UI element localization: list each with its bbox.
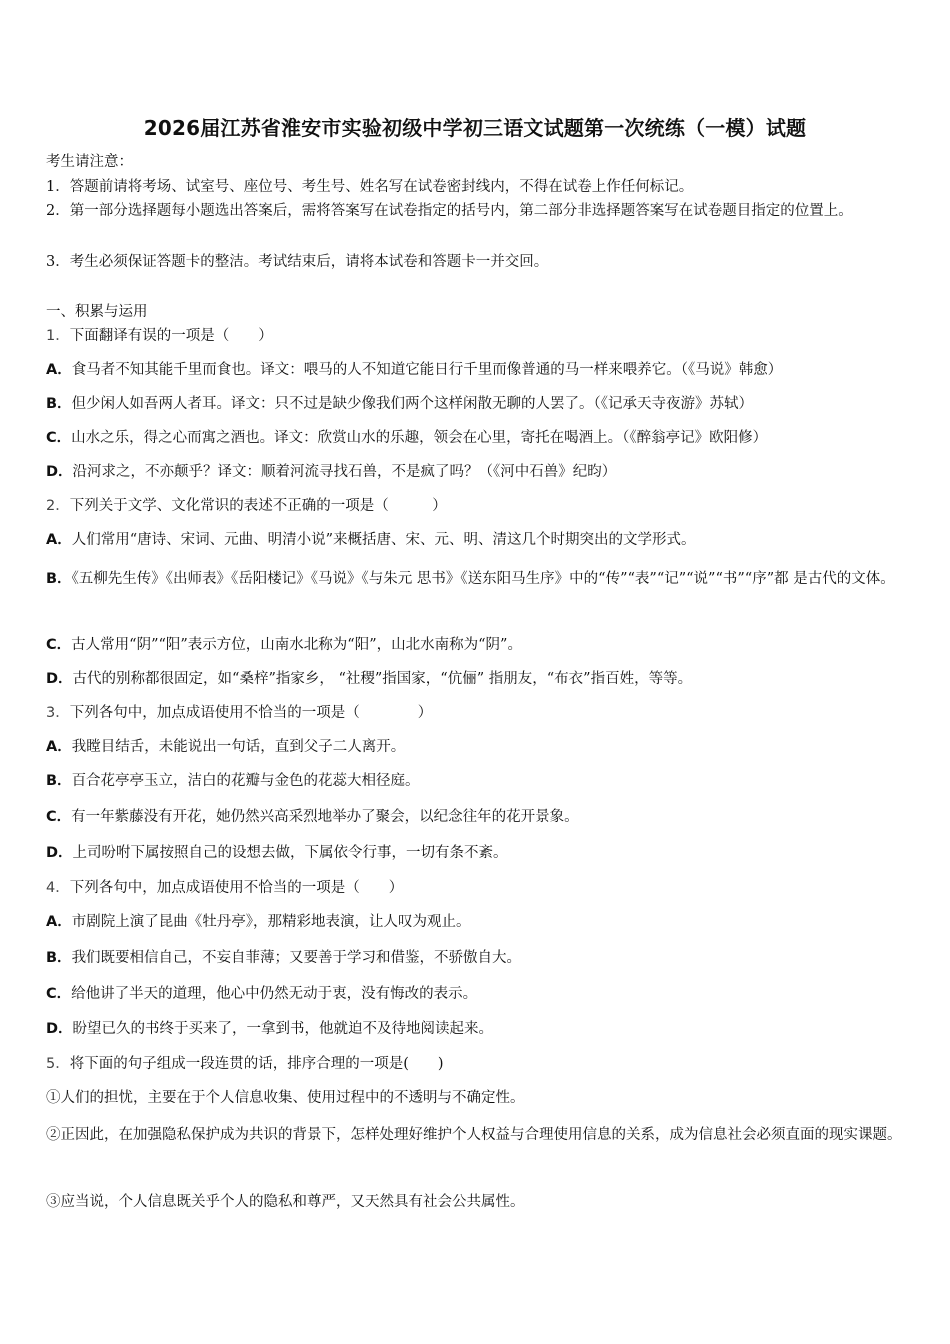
option-label: B． bbox=[46, 396, 72, 412]
question-number: 3． bbox=[46, 705, 70, 721]
option-label: A． bbox=[46, 362, 72, 378]
q3-option-b bbox=[46, 771, 910, 791]
q2-option-c bbox=[46, 635, 910, 655]
q1-option-b bbox=[46, 394, 910, 414]
option-text: 盼望已久的书终于买来了，一拿到书，他就迫不及待地阅读起来。 bbox=[72, 1021, 494, 1037]
option-label: B． bbox=[46, 950, 72, 966]
q4-option-b bbox=[46, 948, 910, 968]
option-label: C． bbox=[46, 986, 72, 1002]
option-label: B． bbox=[46, 773, 72, 789]
option-label: D． bbox=[46, 464, 73, 480]
option-label: A． bbox=[46, 532, 72, 548]
q2-option-b bbox=[46, 561, 910, 598]
question-stem: 下列各句中，加点成语使用不恰当的一项是（ ） bbox=[69, 705, 433, 721]
option-text: 沿河求之，不亦颠乎？译文：顺着河流寻找石兽，不是疯了吗？（《河中石兽》纪昀） bbox=[72, 464, 617, 480]
question-stem: 下面翻译有误的一项是（ ） bbox=[69, 328, 273, 344]
notice-item-2: 2．第一部分选择题每小题选出答案后，需将答案写在试卷指定的括号内，第二部分非选择题答案写在试卷题目指定的位置上。 bbox=[46, 203, 853, 219]
option-label: C． bbox=[46, 637, 72, 653]
option-text: 上司吩咐下属按照自己的设想去做，下属依令行事，一切有条不紊。 bbox=[72, 845, 508, 861]
option-label: A． bbox=[46, 914, 72, 930]
option-text: 有一年紫藤没有开花，她仍然兴高采烈地举办了聚会，以纪念往年的花开景象。 bbox=[71, 809, 579, 825]
option-text: 但少闲人如吾两人者耳。译文：只不过是缺少像我们两个这样闲散无聊的人罢了。（《记承天寺夜游》苏轼） bbox=[71, 396, 754, 412]
question-stem: 下列关于文学、文化常识的表述不正确的一项是（ ） bbox=[69, 498, 447, 514]
question-stem: 将下面的句子组成一段连贯的话，排序合理的一项是( ) bbox=[69, 1056, 444, 1072]
q1-option-a bbox=[46, 360, 910, 380]
q4-option-c bbox=[46, 984, 910, 1004]
question-number: 5． bbox=[46, 1056, 70, 1072]
option-label: C． bbox=[46, 809, 72, 825]
q1-option-c bbox=[46, 428, 910, 448]
question-1 bbox=[46, 326, 910, 346]
option-text: 古人常用“阴”“阳”表示方位，山南水北称为“阳”，山北水南称为“阴”。 bbox=[71, 637, 522, 653]
question-number: 2． bbox=[46, 498, 70, 514]
notice-item-3: 3．考生必须保证答题卡的整洁。考试结束后，请将本试卷和答题卡一并交回。 bbox=[46, 254, 549, 270]
option-text: 我们既要相信自己，不妄自菲薄；又要善于学习和借鉴，不骄傲自大。 bbox=[71, 950, 522, 966]
question-stem: 下列各句中，加点成语使用不恰当的一项是（ ） bbox=[69, 880, 404, 896]
notice-heading: 考生请注意： bbox=[46, 154, 133, 170]
q4-option-a bbox=[46, 912, 910, 932]
question-2 bbox=[46, 496, 910, 516]
q2-option-d bbox=[46, 669, 910, 689]
q3-option-a bbox=[46, 737, 910, 757]
option-label: B． bbox=[46, 571, 72, 587]
option-text: 市剧院上演了昆曲《牡丹亭》，那精彩地表演，让人叹为观止。 bbox=[71, 914, 471, 930]
option-label: D． bbox=[46, 1021, 73, 1037]
question-3 bbox=[46, 703, 910, 723]
q1-option-d bbox=[46, 462, 910, 482]
q5-sentence-1: ①人们的担忧，主要在于个人信息收集、使用过程中的不透明与不确定性。 bbox=[46, 1090, 525, 1106]
section-heading: 一、积累与运用 bbox=[46, 304, 148, 320]
question-number: 4． bbox=[46, 880, 70, 896]
option-text: 食马者不知其能千里而食也。译文：喂马的人不知道它能日行千里而像普通的马一样来喂养它。（《马说》韩愈） bbox=[71, 362, 783, 378]
option-text: 《五柳先生传》《出师表》《岳阳楼记》《马说》《与朱元 思书》《送东阳马生序》中的“传”“表”“记”“说”“书”“序”都 是古代的文体。 bbox=[71, 571, 895, 587]
option-label: C． bbox=[46, 430, 72, 446]
question-5 bbox=[46, 1054, 910, 1074]
q5-sentence-2: ②正因此，在加强隐私保护成为共识的背景下，怎样处理好维护个人权益与合理使用信息的关系，成为信息社会必须直面的现实课题。 bbox=[46, 1127, 902, 1143]
q2-option-a bbox=[46, 530, 910, 550]
option-label: A． bbox=[46, 739, 72, 755]
option-text: 给他讲了半天的道理，他心中仍然无动于衷，没有悔改的表示。 bbox=[71, 986, 478, 1002]
option-text: 我瞠目结舌，未能说出一句话，直到父子二人离开。 bbox=[71, 739, 406, 755]
option-text: 古代的别称都很固定，如“桑梓”指家乡， “社稷”指国家，“伉俪” 指朋友，“布衣”指百姓，等等。 bbox=[72, 671, 693, 687]
option-label: D． bbox=[46, 671, 73, 687]
option-text: 人们常用“唐诗、宋词、元曲、明清小说”来概括唐、宋、元、明、清这几个时期突出的文学形式。 bbox=[71, 532, 696, 548]
notice-item-1: 1．答题前请将考场、试室号、座位号、考生号、姓名写在试卷密封线内，不得在试卷上作任何标记。 bbox=[46, 179, 694, 195]
question-4 bbox=[46, 878, 910, 898]
q3-option-c bbox=[46, 807, 910, 827]
page-title: 2026届江苏省淮安市实验初级中学初三语文试题第一次统练（一模）试题 bbox=[143, 116, 807, 140]
question-number: 1． bbox=[46, 328, 70, 344]
q3-option-d bbox=[46, 843, 910, 863]
option-text: 山水之乐，得之心而寓之酒也。译文：欣赏山水的乐趣，领会在心里，寄托在喝酒上。（《醉翁亭记》欧阳修） bbox=[71, 430, 768, 446]
q4-option-d bbox=[46, 1019, 910, 1039]
option-label: D． bbox=[46, 845, 73, 861]
q5-sentence-3: ③应当说，个人信息既关乎个人的隐私和尊严，又天然具有社会公共属性。 bbox=[46, 1194, 525, 1210]
option-text: 百合花亭亭玉立，洁白的花瓣与金色的花蕊大相径庭。 bbox=[71, 773, 420, 789]
